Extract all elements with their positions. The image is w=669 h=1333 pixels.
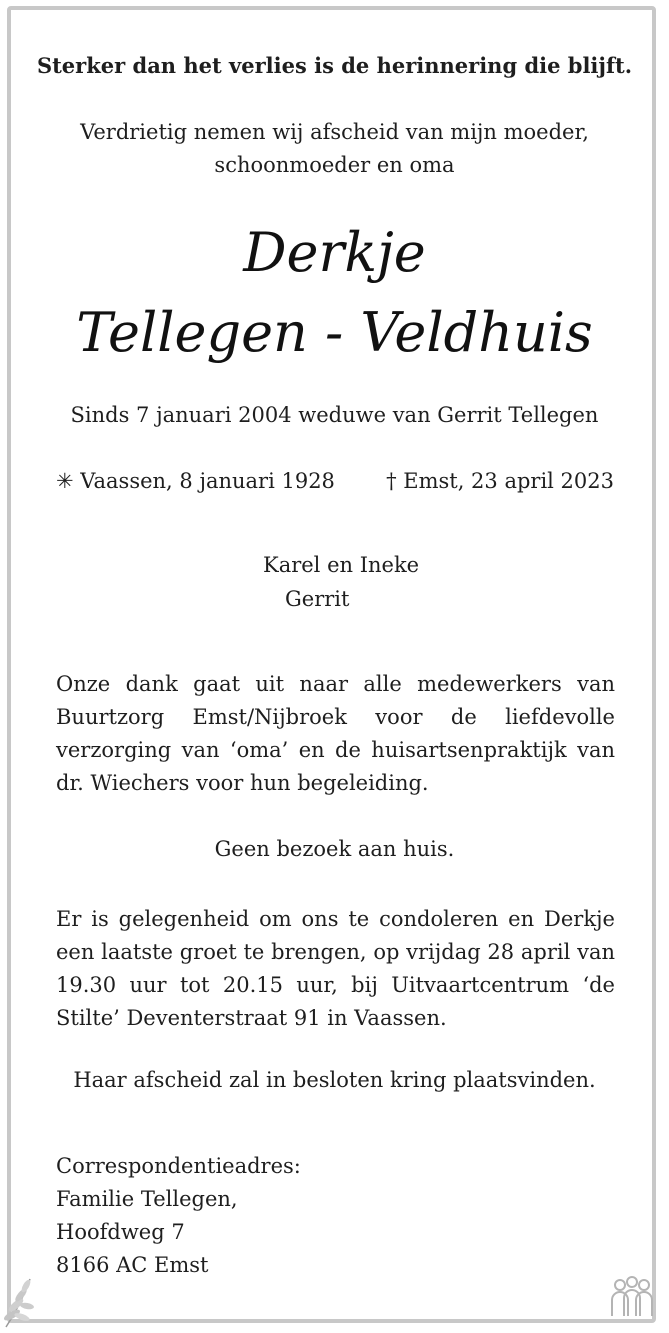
farewell-notice: Haar afscheid zal in besloten kring plaatsvinden. xyxy=(73,1068,596,1092)
address-street: Hoofdweg 7 xyxy=(56,1220,185,1244)
family-member: Karel en Ineke xyxy=(263,553,420,577)
address-name: Familie Tellegen, xyxy=(56,1187,238,1211)
notice-card xyxy=(7,6,656,1323)
deceased-first-name: Derkje xyxy=(243,221,426,284)
thanks-paragraph: Onze dank gaat uit naar alle medewerkers van Buurtzorg Emst/Nijbroek voor de liefdevolle verzorging van ‘oma’ en de huisartsenpraktijk van dr. Wiechers voor hun begeleiding. xyxy=(56,672,615,795)
people-icon xyxy=(608,1276,656,1324)
intro-line-1: Verdrietig nemen wij afscheid van mijn moeder, xyxy=(80,120,589,144)
family-member: Gerrit xyxy=(285,587,350,611)
leaf-icon xyxy=(0,1275,40,1333)
address-label: Correspondentieadres: xyxy=(56,1154,301,1178)
intro-line-2: schoonmoeder en oma xyxy=(214,153,455,177)
address-city: 8166 AC Emst xyxy=(56,1253,209,1277)
widow-line: Sinds 7 januari 2004 weduwe van Gerrit Tellegen xyxy=(70,403,599,427)
birth-info: ✳ Vaassen, 8 januari 1928 xyxy=(56,469,335,493)
motto: Sterker dan het verlies is de herinnering die blijft. xyxy=(36,53,633,78)
condolence-paragraph: Er is gelegenheid om ons te condoleren en Derkje een laatste groet te brengen, op vrijdag 28 april van 19.30 uur tot 20.15 uur, bij Uitvaartcentrum ‘de Stilte’ Deventerstraat 91 in Vaassen. xyxy=(56,907,615,1030)
death-info: † Emst, 23 april 2023 xyxy=(386,469,614,493)
deceased-last-name: Tellegen - Veldhuis xyxy=(76,301,593,364)
no-visit-notice: Geen bezoek aan huis. xyxy=(214,837,455,861)
